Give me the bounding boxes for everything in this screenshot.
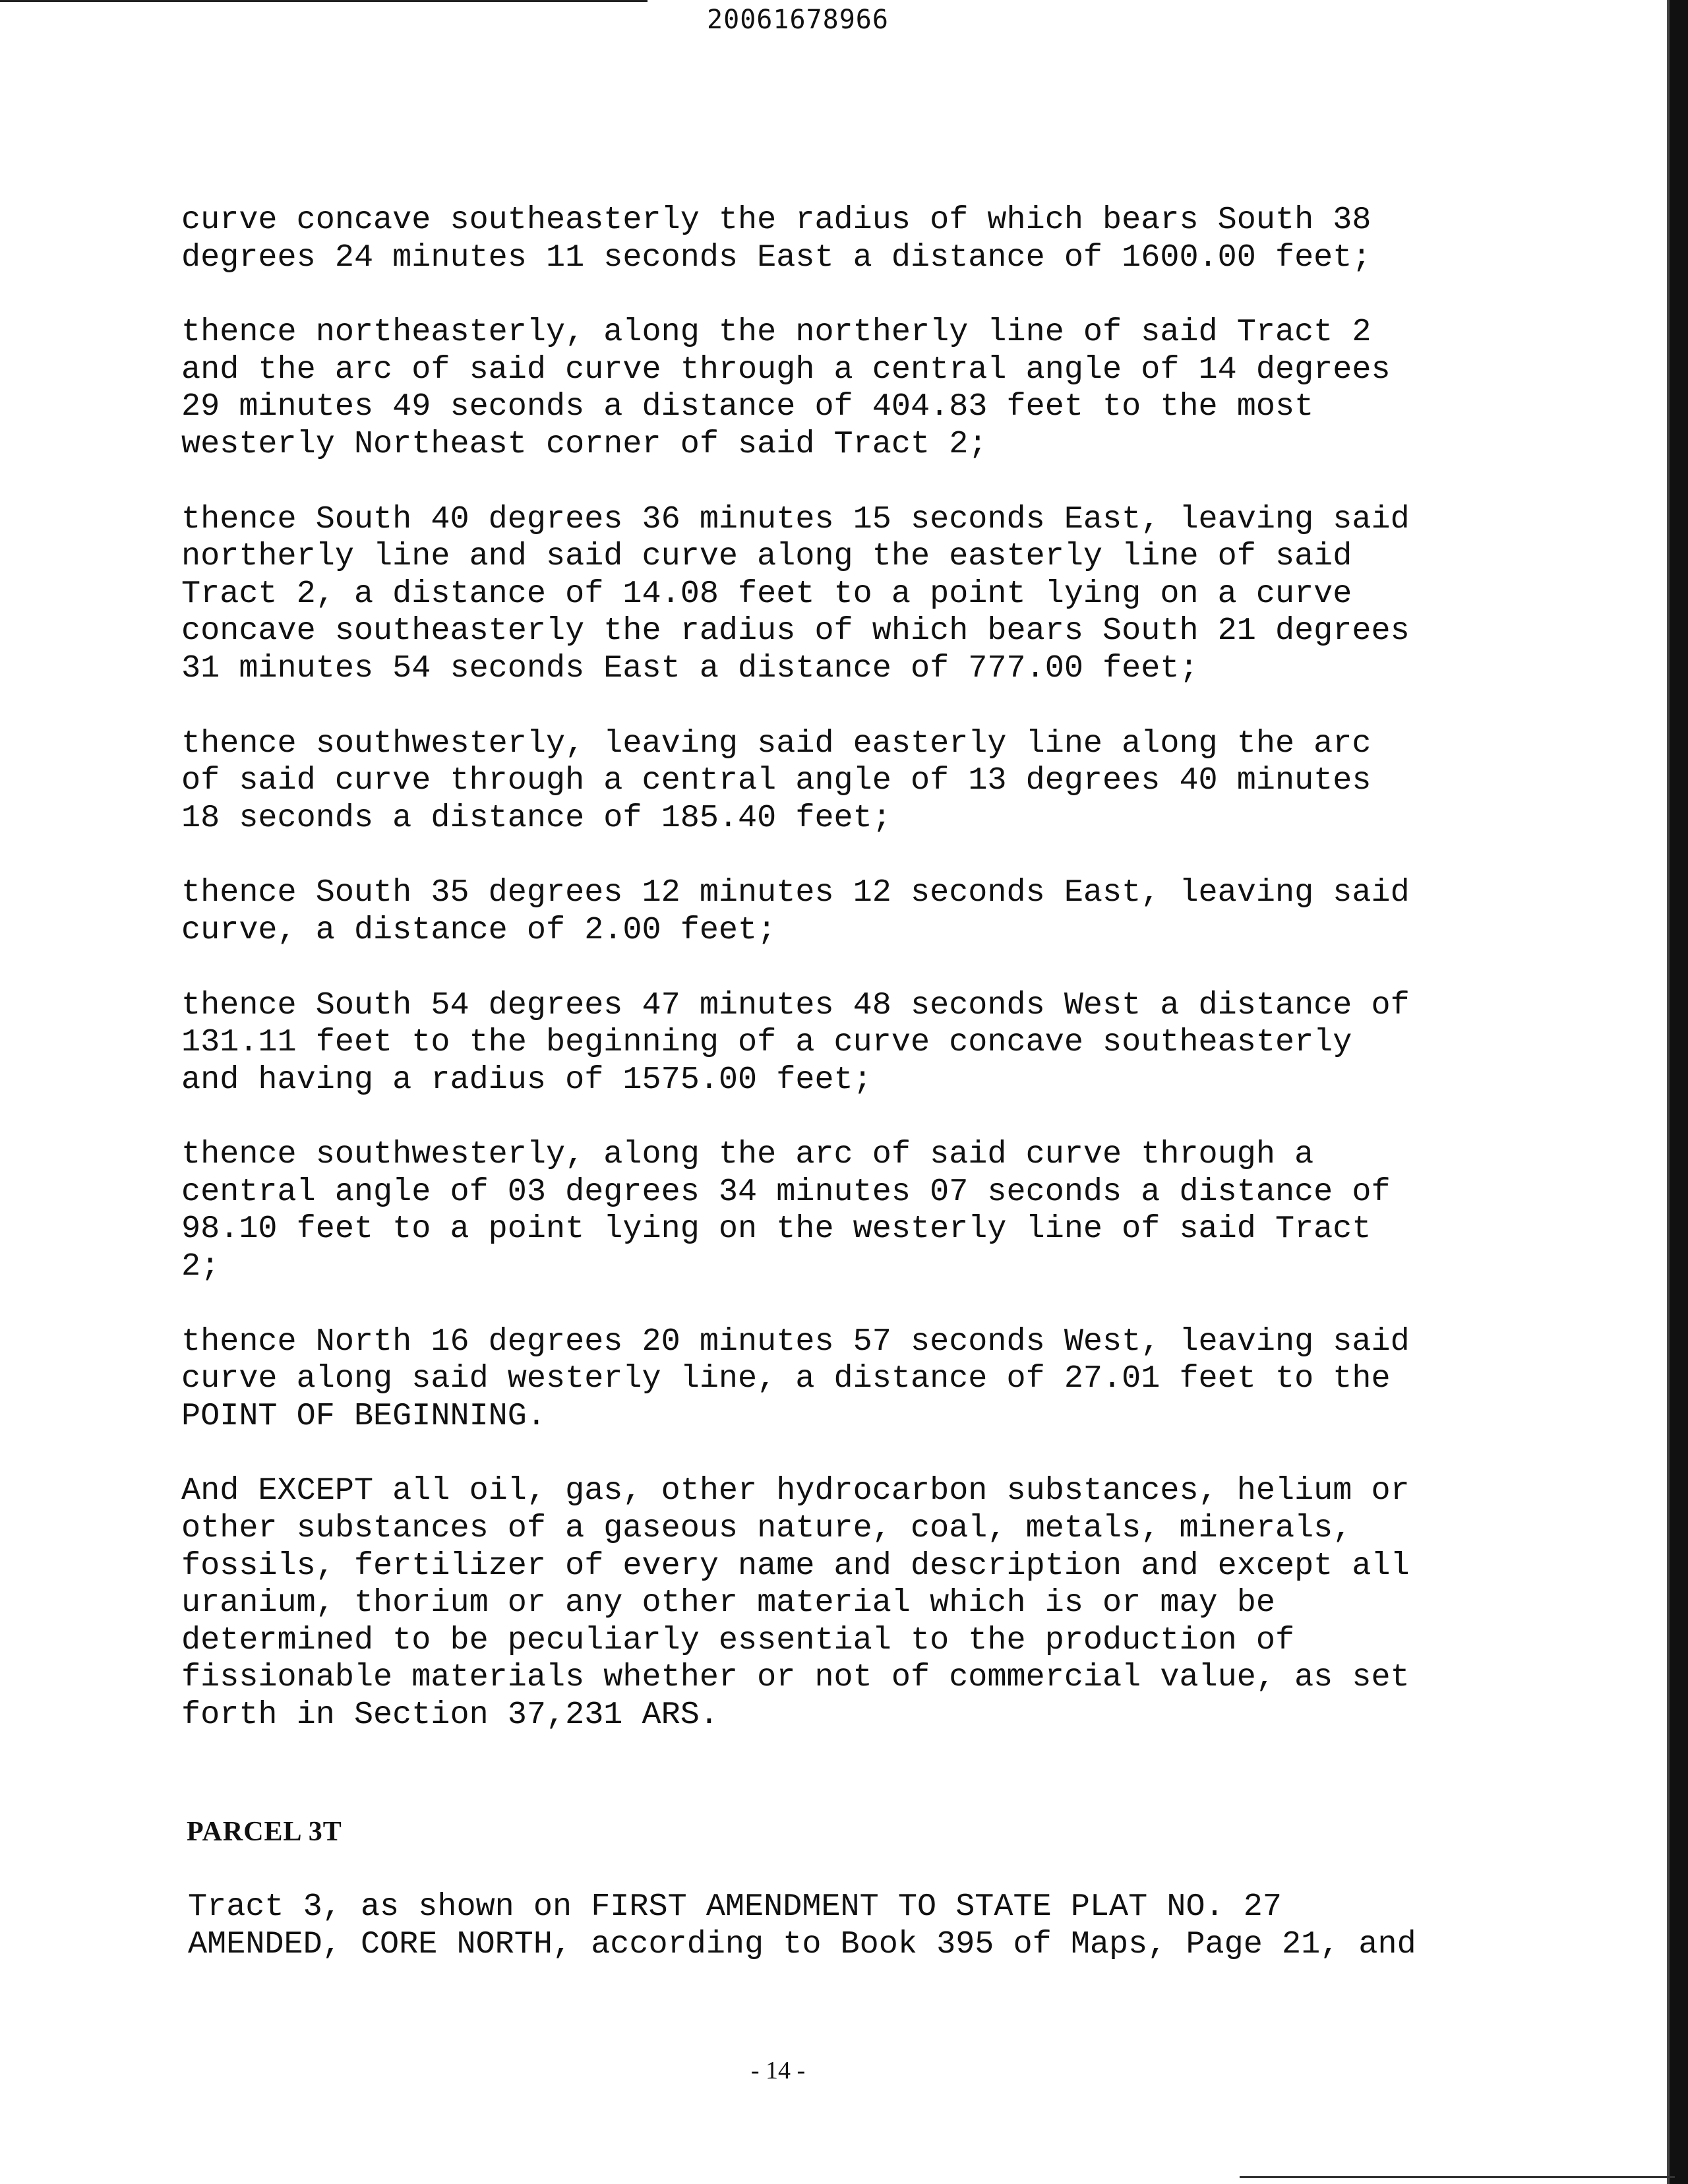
text-line: thence northeasterly, along the northerly line of said Tract 2 bbox=[181, 314, 1372, 351]
text-line: Tract 2, a distance of 14.08 feet to a point lying on a curve bbox=[181, 575, 1352, 612]
paragraph bbox=[181, 1136, 1658, 1285]
text-line: forth in Section 37,231 ARS. bbox=[181, 1697, 719, 1733]
paragraph bbox=[181, 314, 1658, 463]
text-line: curve concave southeasterly the radius of which bears South 38 bbox=[181, 202, 1372, 238]
text-line: 31 minutes 54 seconds East a distance of 777.00 feet; bbox=[181, 650, 1199, 686]
text-line: 29 minutes 49 seconds a distance of 404.83 feet to the most bbox=[181, 388, 1314, 425]
text-line: thence South 40 degrees 36 minutes 15 seconds East, leaving said bbox=[181, 501, 1410, 537]
text-line: curve along said westerly line, a distance of 27.01 feet to the bbox=[181, 1360, 1391, 1397]
text-line: And EXCEPT all oil, gas, other hydrocarbon substances, helium or bbox=[181, 1472, 1410, 1509]
scan-right-edge bbox=[1670, 0, 1688, 2184]
text-line: thence South 54 degrees 47 minutes 48 seconds West a distance of bbox=[181, 986, 1410, 1023]
text-line: fissionable materials whether or not of commercial value, as set bbox=[181, 1659, 1410, 1696]
paragraph bbox=[181, 202, 1658, 276]
text-line: of said curve through a central angle of 13 degrees 40 minutes bbox=[181, 762, 1372, 799]
text-line: central angle of 03 degrees 34 minutes 07 seconds a distance of bbox=[181, 1173, 1391, 1210]
text-line: concave southeasterly the radius of which bears South 21 degrees bbox=[181, 613, 1410, 650]
text-line: 18 seconds a distance of 185.40 feet; bbox=[181, 799, 891, 836]
text-line: AMENDED, CORE NORTH, according to Book 395 of Maps, Page 21, and bbox=[188, 1926, 1416, 1962]
text-line: 131.11 feet to the beginning of a curve concave southeasterly bbox=[181, 1024, 1352, 1061]
text-line: thence South 35 degrees 12 minutes 12 seconds East, leaving said bbox=[181, 874, 1410, 911]
text-line: fossils, fertilizer of every name and description and except all bbox=[181, 1547, 1410, 1584]
paragraph bbox=[181, 501, 1658, 688]
legal-description-body bbox=[181, 202, 1658, 1772]
text-line: and having a radius of 1575.00 feet; bbox=[181, 1061, 872, 1098]
scan-top-rule bbox=[0, 0, 648, 2]
text-line: thence southwesterly, leaving said easterly line along the arc bbox=[181, 725, 1372, 762]
text-line: other substances of a gaseous nature, coal, metals, minerals, bbox=[181, 1510, 1352, 1547]
scan-bottom-rule bbox=[1240, 2176, 1675, 2178]
paragraph bbox=[181, 1323, 1658, 1436]
text-line: uranium, thorium or any other material which is or may be bbox=[181, 1585, 1275, 1622]
text-line: thence southwesterly, along the arc of said curve through a bbox=[181, 1136, 1314, 1173]
text-line: curve, a distance of 2.00 feet; bbox=[181, 911, 777, 948]
text-line: degrees 24 minutes 11 seconds East a distance of 1600.00 feet; bbox=[181, 239, 1372, 276]
paragraph bbox=[181, 725, 1658, 837]
parcel-description bbox=[188, 1889, 1665, 1963]
text-line: determined to be peculiarly essential to the production of bbox=[181, 1622, 1295, 1658]
text-line: and the arc of said curve through a central angle of 14 degrees bbox=[181, 351, 1391, 388]
text-line: westerly Northeast corner of said Tract 2; bbox=[181, 425, 988, 462]
text-line: 98.10 feet to a point lying on the westerly line of said Tract bbox=[181, 1211, 1372, 1248]
paragraph bbox=[181, 1472, 1658, 1734]
paragraph bbox=[181, 987, 1658, 1099]
text-line: POINT OF BEGINNING. bbox=[181, 1397, 546, 1434]
paragraph bbox=[181, 874, 1658, 949]
recording-number: 20061678966 bbox=[707, 5, 889, 35]
text-line: thence North 16 degrees 20 minutes 57 seconds West, leaving said bbox=[181, 1323, 1410, 1360]
parcel-heading: PARCEL 3T bbox=[187, 1817, 342, 1847]
text-line: 2; bbox=[181, 1248, 220, 1285]
text-line: Tract 3, as shown on FIRST AMENDMENT TO STATE PLAT NO. 27 bbox=[188, 1889, 1282, 1925]
text-line: northerly line and said curve along the easterly line of said bbox=[181, 538, 1352, 575]
page-number: - 14 - bbox=[750, 2057, 806, 2084]
